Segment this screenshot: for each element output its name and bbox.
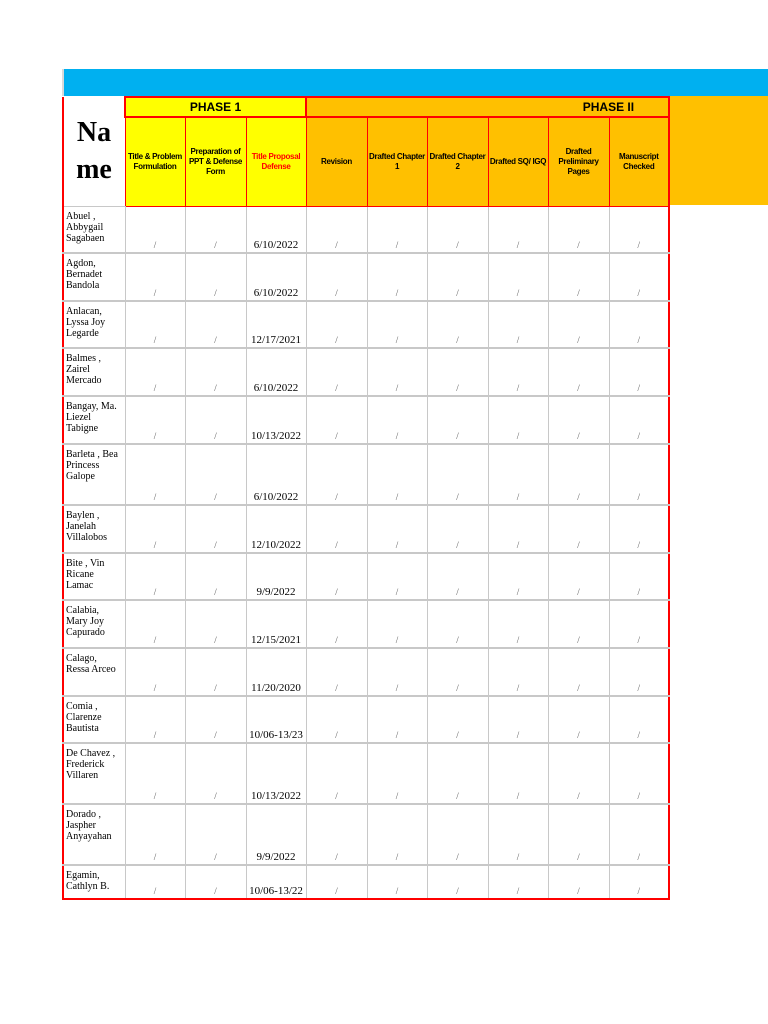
check-mark: / — [125, 743, 185, 804]
check-mark: / — [548, 743, 609, 804]
check-mark: / — [427, 696, 488, 743]
check-mark: / — [488, 696, 548, 743]
defense-date: 6/10/2022 — [246, 444, 306, 505]
defense-date: 12/10/2022 — [246, 505, 306, 553]
defense-date: 6/10/2022 — [246, 253, 306, 301]
check-mark: / — [125, 804, 185, 865]
check-mark: / — [609, 743, 669, 804]
defense-date: 6/10/2022 — [246, 348, 306, 396]
check-mark: / — [427, 505, 488, 553]
table-row — [63, 444, 669, 505]
check-mark: / — [367, 743, 427, 804]
check-mark: / — [367, 348, 427, 396]
check-mark: / — [367, 253, 427, 301]
check-mark: / — [427, 206, 488, 253]
check-mark: / — [367, 804, 427, 865]
check-mark: / — [488, 600, 548, 648]
check-mark: / — [548, 206, 609, 253]
check-mark: / — [125, 253, 185, 301]
check-mark: / — [488, 206, 548, 253]
defense-date: 11/20/2020 — [246, 648, 306, 696]
check-mark: / — [488, 396, 548, 444]
check-mark: / — [367, 396, 427, 444]
col-chapter2: Drafted Chapter 2 — [427, 117, 488, 206]
check-mark: / — [548, 553, 609, 600]
check-mark: / — [427, 444, 488, 505]
check-mark: / — [367, 444, 427, 505]
table-row — [63, 396, 669, 444]
check-mark: / — [609, 253, 669, 301]
defense-date: 10/13/2022 — [246, 743, 306, 804]
student-name-text: Comia , Clarenze Bautista — [66, 701, 102, 734]
col-chapter1: Drafted Chapter 1 — [367, 117, 427, 206]
check-mark: / — [548, 804, 609, 865]
student-name — [63, 553, 125, 600]
defense-date: 10/13/2022 — [246, 396, 306, 444]
check-mark: / — [548, 505, 609, 553]
check-mark: / — [488, 865, 548, 899]
student-name — [63, 696, 125, 743]
check-mark: / — [185, 865, 246, 899]
check-mark: / — [125, 865, 185, 899]
check-mark: / — [185, 743, 246, 804]
student-name-text: Anlacan, Lyssa Joy Legarde — [66, 306, 106, 339]
student-name — [63, 600, 125, 648]
check-mark: / — [548, 348, 609, 396]
check-mark: / — [609, 696, 669, 743]
col-ppt-defense-form: Preparation of PPT & Defense Form — [185, 117, 246, 206]
check-mark: / — [306, 743, 367, 804]
table-body — [63, 206, 669, 899]
student-name-text: Agdon, Bernadet Bandola — [66, 258, 103, 291]
check-mark: / — [488, 444, 548, 505]
phase1-header: PHASE 1 — [125, 97, 306, 117]
student-name-text: Barleta , Bea Princess Galope — [66, 449, 118, 482]
check-mark: / — [488, 301, 548, 348]
table-row — [63, 865, 669, 899]
check-mark: / — [185, 505, 246, 553]
table-row — [63, 206, 669, 253]
check-mark: / — [488, 743, 548, 804]
table-row — [63, 553, 669, 600]
check-mark: / — [427, 743, 488, 804]
student-name-text: Dorado , Jaspher Anyayahan — [66, 809, 112, 842]
check-mark: / — [367, 600, 427, 648]
student-name-text: De Chavez , Frederick Villaren — [66, 748, 116, 781]
col-title-problem: Title & Problem Formulation — [125, 117, 185, 206]
check-mark: / — [125, 206, 185, 253]
col-revision: Revision — [306, 117, 367, 206]
table-row — [63, 600, 669, 648]
check-mark: / — [185, 696, 246, 743]
check-mark: / — [367, 505, 427, 553]
check-mark: / — [125, 301, 185, 348]
defense-date: 6/10/2022 — [246, 206, 306, 253]
defense-date: 12/17/2021 — [246, 301, 306, 348]
check-mark: / — [548, 253, 609, 301]
check-mark: / — [609, 301, 669, 348]
check-mark: / — [548, 865, 609, 899]
progress-table — [62, 96, 670, 900]
check-mark: / — [306, 206, 367, 253]
check-mark: / — [185, 348, 246, 396]
check-mark: / — [306, 444, 367, 505]
defense-date: 9/9/2022 — [246, 553, 306, 600]
check-mark: / — [125, 444, 185, 505]
check-mark: / — [488, 804, 548, 865]
defense-date: 12/15/2021 — [246, 600, 306, 648]
col-preliminary-pages: Drafted Preliminary Pages — [548, 117, 609, 206]
check-mark: / — [427, 648, 488, 696]
check-mark: / — [125, 348, 185, 396]
check-mark: / — [427, 301, 488, 348]
defense-date: 10/06-13/23 — [246, 696, 306, 743]
name-label: Na me — [76, 117, 112, 186]
check-mark: / — [367, 648, 427, 696]
student-name-text: Calago, Ressa Arceo — [66, 653, 116, 675]
check-mark: / — [488, 553, 548, 600]
check-mark: / — [125, 505, 185, 553]
check-mark: / — [125, 696, 185, 743]
table-row — [63, 505, 669, 553]
defense-date: 10/06-13/22 — [246, 865, 306, 899]
student-name — [63, 206, 125, 253]
name-column-header — [63, 97, 125, 206]
check-mark: / — [185, 804, 246, 865]
check-mark: / — [488, 253, 548, 301]
check-mark: / — [125, 396, 185, 444]
check-mark: / — [609, 396, 669, 444]
student-name-text: Baylen , Janelah Villalobos — [66, 510, 108, 543]
student-name — [63, 348, 125, 396]
check-mark: / — [306, 396, 367, 444]
check-mark: / — [427, 865, 488, 899]
check-mark: / — [185, 301, 246, 348]
check-mark: / — [609, 553, 669, 600]
check-mark: / — [185, 206, 246, 253]
check-mark: / — [427, 348, 488, 396]
check-mark: / — [609, 600, 669, 648]
check-mark: / — [609, 804, 669, 865]
check-mark: / — [185, 648, 246, 696]
table-row — [63, 301, 669, 348]
check-mark: / — [306, 505, 367, 553]
check-mark: / — [367, 553, 427, 600]
student-name — [63, 743, 125, 804]
check-mark: / — [548, 648, 609, 696]
phase2-side-fill — [668, 96, 768, 205]
check-mark: / — [306, 648, 367, 696]
check-mark: / — [548, 301, 609, 348]
check-mark: / — [306, 600, 367, 648]
student-name — [63, 648, 125, 696]
check-mark: / — [306, 553, 367, 600]
table-row — [63, 804, 669, 865]
check-mark: / — [488, 348, 548, 396]
col-manuscript-checked: Manuscript Checked — [609, 117, 669, 206]
table-row — [63, 696, 669, 743]
col-sq-igq: Drafted SQ/ IGQ — [488, 117, 548, 206]
check-mark: / — [306, 865, 367, 899]
check-mark: / — [609, 505, 669, 553]
student-name — [63, 865, 125, 899]
check-mark: / — [427, 553, 488, 600]
student-name-text: Bite , Vin Ricane Lamac — [66, 558, 105, 591]
check-mark: / — [185, 444, 246, 505]
check-mark: / — [306, 804, 367, 865]
check-mark: / — [548, 696, 609, 743]
student-name-text: Calabia, Mary Joy Capurado — [66, 605, 105, 638]
table-row — [63, 648, 669, 696]
table-row — [63, 743, 669, 804]
check-mark: / — [609, 648, 669, 696]
check-mark: / — [609, 865, 669, 899]
check-mark: / — [367, 206, 427, 253]
check-mark: / — [548, 396, 609, 444]
phase2-header: PHASE II — [306, 97, 669, 117]
check-mark: / — [306, 696, 367, 743]
check-mark: / — [609, 444, 669, 505]
student-name — [63, 505, 125, 553]
check-mark: / — [488, 505, 548, 553]
header-band-edge — [62, 69, 64, 96]
check-mark: / — [488, 648, 548, 696]
check-mark: / — [367, 696, 427, 743]
student-name — [63, 444, 125, 505]
student-name-text: Abuel , Abbygail Sagabaen — [66, 210, 105, 244]
student-name — [63, 301, 125, 348]
check-mark: / — [367, 865, 427, 899]
student-name-text: Balmes , Zairel Mercado — [66, 353, 102, 386]
table-row — [63, 253, 669, 301]
check-mark: / — [609, 206, 669, 253]
check-mark: / — [125, 648, 185, 696]
table-row — [63, 348, 669, 396]
check-mark: / — [306, 348, 367, 396]
check-mark: / — [548, 444, 609, 505]
defense-date: 9/9/2022 — [246, 804, 306, 865]
col-title-proposal-defense: Title Proposal Defense — [246, 117, 306, 206]
check-mark: / — [427, 253, 488, 301]
check-mark: / — [367, 301, 427, 348]
check-mark: / — [185, 396, 246, 444]
check-mark: / — [306, 301, 367, 348]
student-name — [63, 804, 125, 865]
check-mark: / — [185, 253, 246, 301]
check-mark: / — [185, 600, 246, 648]
check-mark: / — [125, 600, 185, 648]
check-mark: / — [427, 804, 488, 865]
check-mark: / — [548, 600, 609, 648]
check-mark: / — [306, 253, 367, 301]
check-mark: / — [427, 396, 488, 444]
check-mark: / — [125, 553, 185, 600]
student-name — [63, 253, 125, 301]
student-name-text: Bangay, Ma. Liezel Tabigne — [66, 401, 117, 434]
check-mark: / — [609, 348, 669, 396]
student-name-text: Egamin, Cathlyn B. — [66, 870, 110, 892]
check-mark: / — [427, 600, 488, 648]
header-band — [62, 69, 768, 96]
student-name — [63, 396, 125, 444]
check-mark: / — [185, 553, 246, 600]
